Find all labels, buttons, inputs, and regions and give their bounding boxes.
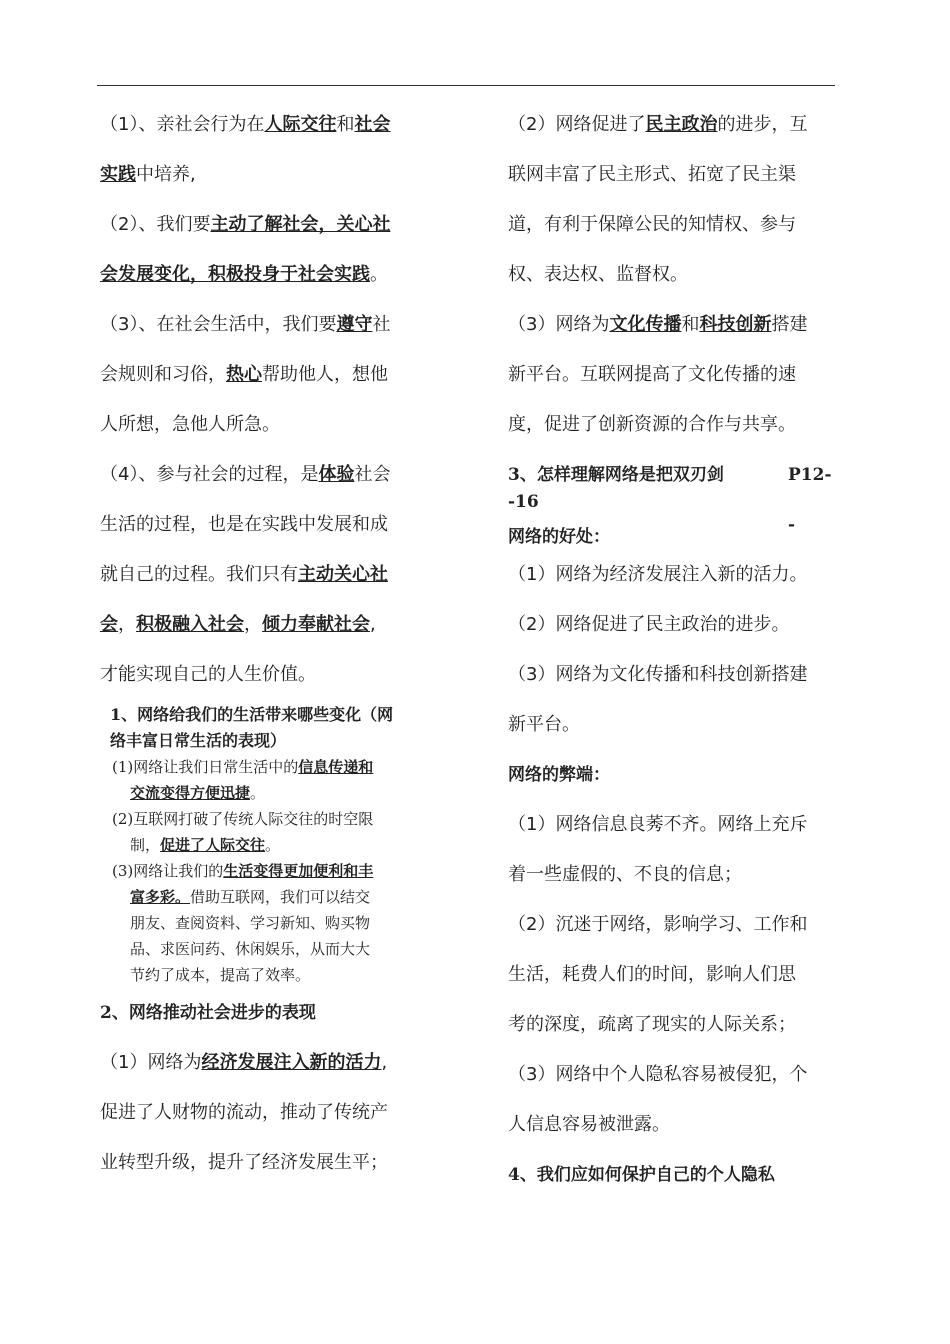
small-line: (1)网络让我们日常生活中的信息传递和: [112, 758, 374, 776]
text-line: 会规则和习俗，热心帮助他人，想他: [100, 364, 388, 385]
good-title: 网络的好处：: [508, 527, 610, 547]
text-line: 道，有利于保障公民的知情权、参与: [508, 214, 796, 235]
heading-line: 络丰富日常生活的表现）: [110, 731, 287, 750]
right-column: [508, 100, 838, 1200]
text-line: （2）网络促进了民主政治的进步。: [508, 614, 790, 635]
small-line: (3)网络让我们的生活变得更加便利和丰: [112, 862, 374, 880]
section-heading-3: [508, 450, 838, 535]
text-line: 权、表达权、监督权。: [508, 264, 688, 285]
page-ref: P12--: [788, 465, 832, 535]
text-line: （1）、亲社会行为在人际交往和社会: [100, 114, 391, 135]
text-line: 才能实现自己的人生价值。: [100, 664, 316, 685]
text-line: （3）网络中个人隐私容易被侵犯，个: [508, 1064, 808, 1085]
text-line: （1）网络信息良莠不齐。网络上充斥: [508, 814, 808, 835]
text-line: （4）、参与社会的过程，是体验社会: [100, 464, 391, 485]
header-rule: [97, 85, 835, 86]
text-line: 新平台。: [508, 714, 580, 735]
text-line: 人所想，急他人所急。: [100, 414, 280, 435]
text-line: 人信息容易被泄露。: [508, 1114, 670, 1135]
small-list: [100, 754, 420, 988]
text-line: （1）网络为经济发展注入新的活力。: [508, 564, 808, 585]
heading-line: 3、怎样理解网络是把双刃剑: [508, 465, 724, 485]
text-line: （2）网络促进了民主政治的进步，互: [508, 114, 808, 135]
text-line: 着一些虚假的、不良的信息；: [508, 864, 742, 885]
text-line: 会发展变化，积极投身于社会实践。: [100, 264, 388, 285]
bad-title: 网络的弊端：: [508, 765, 610, 785]
text-line: 度，促进了创新资源的合作与共享。: [508, 414, 796, 435]
text-line: （3）网络为文化传播和科技创新搭建: [508, 664, 808, 685]
small-line: (2)互联网打破了传统人际交往的时空限: [112, 810, 374, 828]
text-line: 实践中培养,: [100, 164, 196, 185]
text-line: 会，积极融入社会，倾力奉献社会,: [100, 614, 376, 635]
text-line: 联网丰富了民主形式、拓宽了民主渠: [508, 164, 796, 185]
page-ref: -16: [508, 492, 539, 512]
small-line: 制，促进了人际交往。: [130, 836, 281, 854]
text-line: （3）、在社会生活中，我们要遵守社: [100, 314, 391, 335]
text-line: （2）沉迷于网络，影响学习、工作和: [508, 914, 808, 935]
small-line: 朋友、查阅资料、学习新知、购买物: [130, 914, 371, 932]
text-line: 业转型升级，提升了经济发展生平；: [100, 1152, 388, 1173]
text-line: 考的深度，疏离了现实的人际关系；: [508, 1014, 796, 1035]
text-line: （1）网络为经济发展注入新的活力,: [100, 1052, 388, 1073]
section-heading-4: 4、我们应如何保护自己的个人隐私: [508, 1165, 775, 1185]
text-line: 生活的过程，也是在实践中发展和成: [100, 514, 388, 535]
text-line: 就自己的过程。我们只有主动关心社: [100, 564, 388, 585]
section-heading-2: 2、网络推动社会进步的表现: [100, 1003, 316, 1023]
left-column: [100, 100, 420, 1188]
small-line: 富多彩。借助互联网，我们可以结交: [130, 888, 371, 906]
heading-line: 1、网络给我们的生活带来哪些变化（网: [110, 705, 394, 724]
text-line: 新平台。互联网提高了文化传播的速: [508, 364, 796, 385]
section-heading-1: [100, 702, 420, 754]
text-line: 促进了人财物的流动，推动了传统产: [100, 1102, 388, 1123]
small-line: 节约了成本，提高了效率。: [130, 966, 311, 984]
text-line: （2）、我们要主动了解社会，关心社: [100, 214, 391, 235]
text-line: 生活，耗费人们的时间，影响人们思: [508, 964, 796, 985]
small-line: 交流变得方便迅捷。: [130, 784, 266, 802]
text-line: （3）网络为文化传播和科技创新搭建: [508, 314, 808, 335]
small-line: 品、求医问药、休闲娱乐，从而大大: [130, 940, 371, 958]
